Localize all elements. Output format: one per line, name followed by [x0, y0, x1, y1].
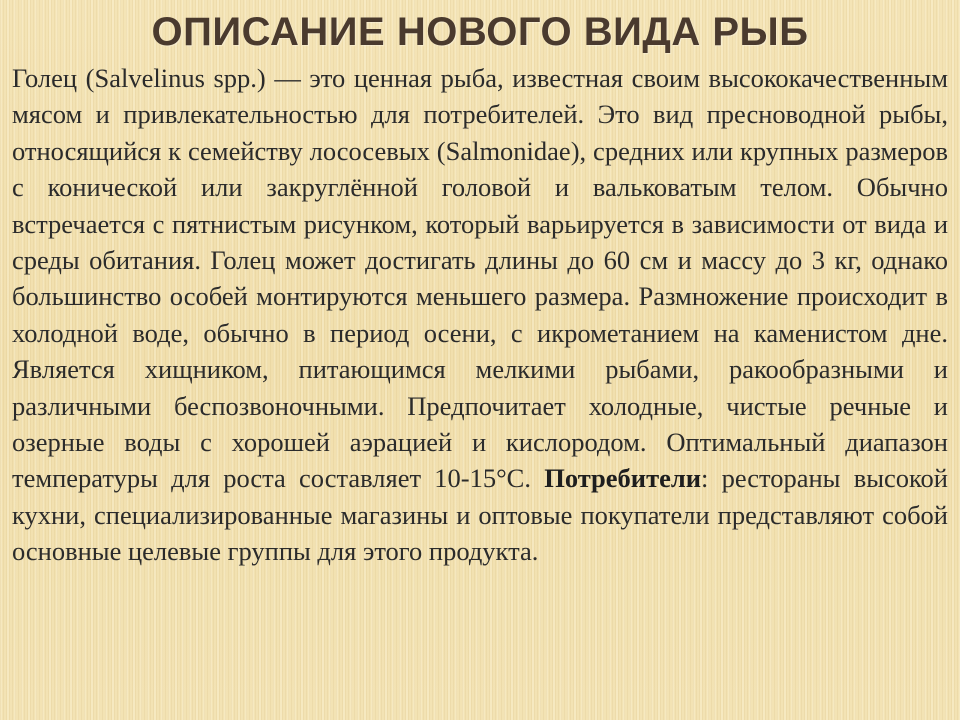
slide-title: ОПИСАНИЕ НОВОГО ВИДА РЫБ: [151, 10, 809, 54]
body-main-text: Голец (Salvelinus spp.) — это ценная рыба, известная своим высококачественным мясом и привлекательностью для потребителей. Это вид пресноводной рыбы, относящийся к семейству лососевых (Salmonidae), средних или крупных размеров с конической или закруглённой головой и вальковатым телом. Обычно встречается с пятнистым рисунком, который варьируется в зависимости от вида и среды обитания. Голец может достигать длины до 60 см и массу до 3 кг, однако большинство особей монтируются меньшего размера. Размножение происходит в холодной воде, обычно в период осени, с икрометанием на каменистом дне. Является хищником, питающимся мелкими рыбами, ракообразными и различными беспозвоночными. Предпочитает холодные, чистые речные и озерные воды с хорошей аэрацией и кислородом. Оптимальный диапазон температуры для роста составляет 10-15°С.: [12, 63, 948, 494]
slide-body: [12, 60, 948, 570]
consumers-label: Потребители: [544, 463, 701, 494]
consumers-text: : рестораны высокой кухни, специализированные магазины и оптовые покупатели представляют собой основные целевые группы для этого продукта.: [12, 463, 948, 567]
